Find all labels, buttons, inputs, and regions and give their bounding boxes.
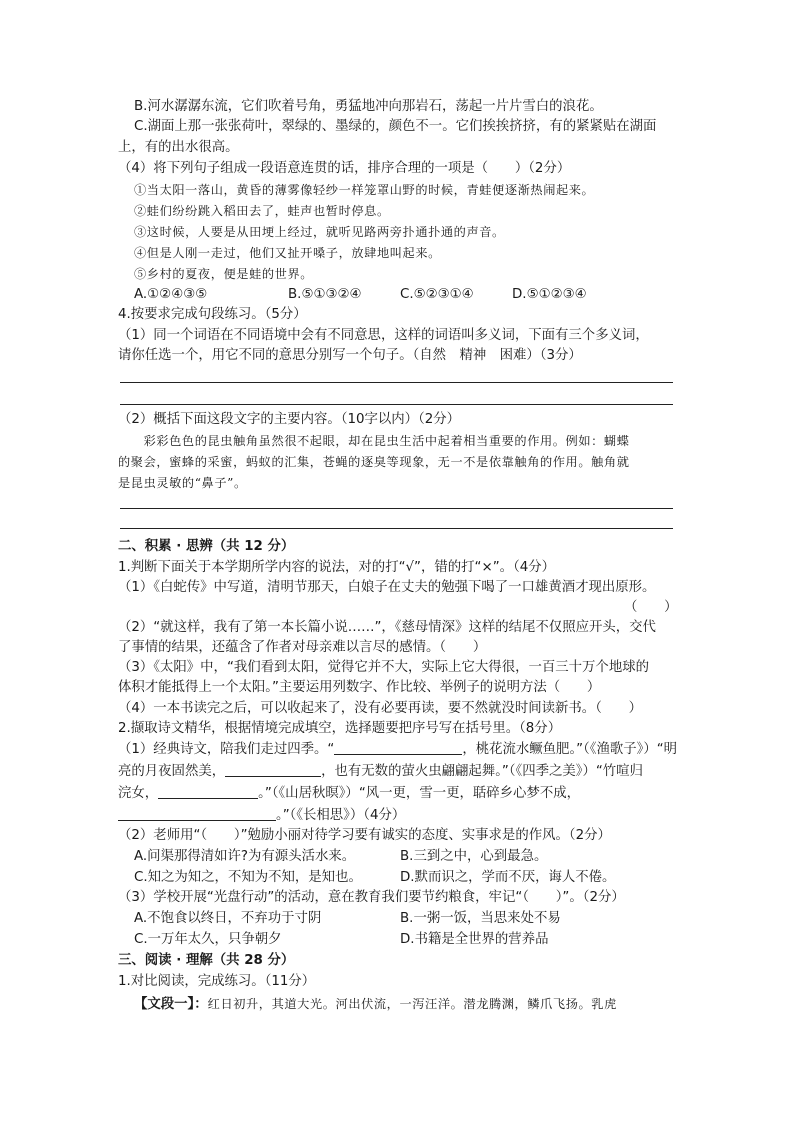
p2-q2-3-option-d: D.书籍是全世界的营养品	[400, 932, 549, 947]
answer-line[interactable]	[120, 508, 673, 509]
sec4-sub1-line2: 请你任选一个，用它不同的意思分别写一个句子。（自然 精神 困难）（3分）	[118, 348, 582, 363]
p2-q2-2-option-a: A.问渠那得清如许?为有源头活水来。	[134, 849, 356, 864]
sec4-sub1-line1: （1）同一个词语在不同语境中会有不同意思，这样的词语叫多义词，下面有三个多义词，	[118, 328, 649, 343]
p2-q2-3-option-c: C.一万年太久，只争朝夕	[134, 932, 282, 947]
p3-q1-stem: 1.对比阅读，完成练习。（11分）	[118, 974, 316, 989]
sec4-heading: 4.按要求完成句段练习。（5分）	[118, 307, 307, 322]
part3-heading: 三、阅读 · 理解（共 28 分）	[118, 953, 295, 968]
p2-q1-item3-line1: （3）《太阳》中，“我们看到太阳，觉得它并不大，实际上它大得很，一百三十万个地球的	[118, 660, 649, 675]
p2-q2-stem: 2.撷取诗文精华，根据情境完成填空，选择题要把序号写在括号里。（8分）	[118, 721, 562, 736]
p2-q2-1-line1	[118, 740, 677, 760]
p2-q1-item2-line1: （2）“就这样，我有了第一本长篇小说……”，《慈母情深》这样的结尾不仅照应开头，交代	[118, 620, 656, 635]
p2-q2-1-text-f: 。”（《山居秋暝》）“风一更，雪一更，聒碎乡心梦不成，	[258, 786, 581, 801]
sec4-passage-line2: 的聚会，蜜蜂的采蜜，蚂蚁的汇集，苍蝇的逐臭等现象，无一不是依靠触角的作用。触角就	[118, 455, 630, 469]
p3-passage1-line1	[134, 994, 617, 1015]
p2-q1-item4: （4）一本书读完之后，可以收起来了，没有必要再读，要不然就没时间读新书。（ ）	[118, 701, 643, 716]
q4-sentence-3: ③这时候，人要是从田埂上经过，就听见路两旁扑通扑通的声音。	[134, 225, 505, 239]
answer-line[interactable]	[120, 404, 673, 405]
sec4-passage-line3: 是昆虫灵敏的“鼻子”。	[118, 476, 247, 490]
q3-option-b: B.河水潺潺东流，它们吹着号角，勇猛地冲向那岩石，荡起一片片雪白的浪花。	[134, 99, 603, 114]
fill-blank[interactable]	[158, 784, 258, 799]
p2-q1-item1: （1）《白蛇传》中写道，清明节那天，白娘子在丈夫的勉强下喝了一口雄黄酒才现出原形。	[118, 580, 656, 595]
q4-sentence-2: ②蛙们纷纷跳入稻田去了，蛙声也暂时停息。	[134, 204, 390, 218]
p2-q2-1-line4	[118, 806, 405, 826]
p2-q1-item2-line2: 了事情的结果，还蕴含了作者对母亲难以言尽的感情。（ ）	[118, 640, 487, 655]
q4-sentence-4: ④但是人刚一走过，他们又扯开嗓子，放肆地叫起来。	[134, 246, 441, 260]
p2-q2-3-stem: （3）学校开展“光盘行动”的活动，意在教育我们要节约粮食，牢记“（ ）”。（2分）	[118, 890, 625, 905]
p2-q2-1-text-e: 浣女，	[118, 786, 159, 801]
part2-heading: 二、积累 · 思辨（共 12 分）	[118, 539, 295, 554]
answer-line[interactable]	[120, 528, 673, 529]
sec4-sub2-stem: （2）概括下面这段文字的主要内容。（10字以内）（2分）	[118, 412, 461, 427]
p2-q1-stem: 1.判断下面关于本学期所学内容的说法，对的打“√”，错的打“×”。（4分）	[118, 560, 556, 575]
p2-q2-1-text-g: 。”（《长相思》）（4分）	[276, 808, 406, 823]
q4-option-c: C.⑤②③①④	[400, 287, 474, 302]
p2-q2-1-text-a: （1）经典诗文，陪我们走过四季。“	[118, 742, 335, 757]
q3-option-c-line2: 上，有的出水很高。	[118, 140, 239, 155]
q4-stem: （4）将下列句子组成一段语意连贯的话，排序合理的一项是（ ）（2分）	[118, 161, 571, 176]
fill-blank[interactable]	[334, 740, 462, 755]
p2-q2-2-option-d: D.默而识之，学而不厌，诲人不倦。	[400, 870, 616, 885]
p2-q2-1-text-c: 亮的月夜固然美，	[118, 764, 226, 779]
q4-option-d: D.⑤①②③④	[512, 287, 587, 302]
q4-option-b: B.⑤①③②④	[288, 287, 362, 302]
fill-blank[interactable]	[225, 762, 321, 777]
fill-blank[interactable]	[118, 806, 276, 821]
q4-option-a: A.①②④③⑤	[134, 287, 208, 302]
p2-q1-item3-line2: 体积才能抵得上一个太阳。”主要运用列数字、作比较、举例子的说明方法（ ）	[118, 680, 601, 695]
p2-q2-1-text-b: ，桃花流水鳜鱼肥。”（《渔歌子》）“明	[462, 742, 678, 757]
p2-q2-2-stem: （2）老师用“（ ）”勉励小丽对待学习要有诚实的态度、实事求是的作风。（2分）	[118, 828, 611, 843]
p2-q2-1-line2	[118, 762, 643, 782]
p2-q2-3-option-b: B.一粥一饭，当思来处不易	[400, 911, 561, 926]
p2-q2-3-option-a: A.不饱食以终日，不弃功于寸阴	[134, 911, 322, 926]
answer-line[interactable]	[120, 382, 673, 383]
p2-q2-1-line3	[118, 784, 580, 804]
q4-sentence-1: ①当太阳一落山，黄昏的薄雾像轻纱一样笼罩山野的时候，青蛙便逐渐热闹起来。	[134, 183, 595, 197]
q3-option-c-line1: C.湖面上那一张张荷叶，翠绿的、墨绿的，颜色不一。它们挨挨挤挤，有的紧紧贴在湖面	[134, 119, 657, 134]
p2-q2-2-option-c: C.知之为知之，不知为不知，是知也。	[134, 870, 362, 885]
passage-label: 【文段一】：	[134, 997, 208, 1012]
passage-text: 红日初升，其道大光。河出伏流，一泻汪洋。潜龙腾渊，鳞爪飞扬。乳虎	[207, 997, 617, 1011]
q4-sentence-5: ⑤乡村的夏夜，便是蛙的世界。	[134, 267, 314, 281]
sec4-passage-line1: 彩彩色色的昆虫触角虽然很不起眼，却在昆虫生活中起着相当重要的作用。例如：蝴蝶	[118, 434, 630, 448]
p2-q2-1-text-d: ，也有无数的萤火虫翩翩起舞。”（《四季之美》）“竹喧归	[321, 764, 643, 779]
p2-q2-2-option-b: B.三到之中，心到最急。	[400, 849, 548, 864]
answer-paren[interactable]: （ ）	[624, 600, 678, 615]
